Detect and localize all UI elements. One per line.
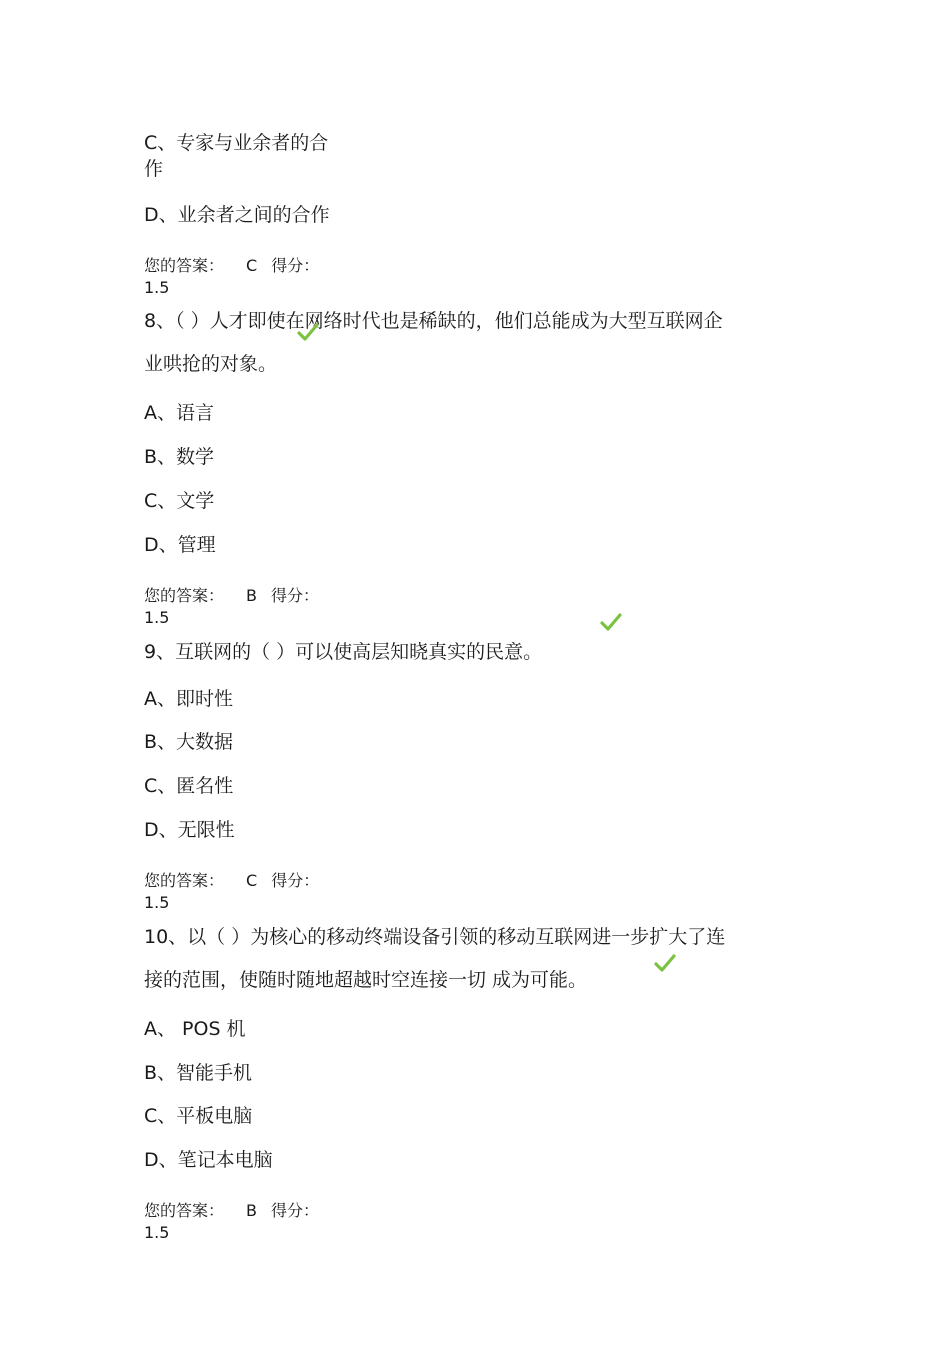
- question-9-answer-line: [144, 871, 319, 891]
- question-9-option-a: A、即时性: [144, 688, 233, 710]
- question-9-score-value: 1.5: [144, 893, 170, 912]
- check-mark-icon: [654, 952, 676, 974]
- question-10-option-a: A、 POS 机: [144, 1018, 246, 1040]
- question-10-score-value: 1.5: [144, 1223, 170, 1242]
- score-label: 得分：: [271, 871, 320, 890]
- question-8-option-a: A、语言: [144, 402, 214, 424]
- answer-label: 您的答案：: [144, 256, 225, 275]
- question-9-stem: 9、互联网的（ ）可以使高层知晓真实的民意。: [144, 641, 543, 663]
- answer-label: 您的答案：: [144, 586, 225, 605]
- option-c-continued: 作: [144, 158, 164, 180]
- answer-value: C: [246, 871, 258, 890]
- question-10-stem: 10、以（ ）为核心的移动终端设备引领的移动互联网进一步扩大了连: [144, 926, 726, 948]
- question-10-option-b: B、智能手机: [144, 1062, 253, 1084]
- option-d: D、业余者之间的合作: [144, 204, 330, 226]
- check-mark-icon: [600, 611, 622, 633]
- score-value: 1.5: [144, 278, 170, 297]
- question-9-option-d: D、无限性: [144, 819, 235, 841]
- score-label: 得分：: [271, 586, 320, 605]
- question-8-option-c: C、文学: [144, 490, 215, 512]
- question-8-answer-line: [144, 586, 319, 606]
- option-c: C、专家与业余者的合: [144, 132, 329, 154]
- answer-value: C: [246, 256, 258, 275]
- question-8-score-value: 1.5: [144, 608, 170, 627]
- answer-label: 您的答案：: [144, 871, 225, 890]
- question-10-answer-line: [144, 1201, 319, 1221]
- answer-label: 您的答案：: [144, 1201, 225, 1220]
- question-9-option-c: C、匿名性: [144, 775, 234, 797]
- question-10-option-c: C、平板电脑: [144, 1105, 253, 1127]
- question-10-option-d: D、笔记本电脑: [144, 1149, 273, 1171]
- score-label: 得分：: [271, 256, 320, 275]
- answer-line: [144, 256, 319, 276]
- check-mark-icon: [297, 321, 319, 343]
- question-8-option-b: B、数学: [144, 446, 215, 468]
- question-8-stem-continued: 业哄抢的对象。: [144, 353, 278, 375]
- answer-value: B: [246, 1201, 257, 1220]
- question-9-option-b: B、大数据: [144, 731, 234, 753]
- question-8-option-d: D、管理: [144, 534, 216, 556]
- question-10-stem-continued: 接的范围，使随时随地超越时空连接一切 成为可能。: [144, 969, 588, 991]
- question-8-stem: 8、（ ）人才即使在网络时代也是稀缺的，他们总能成为大型互联网企: [144, 310, 723, 332]
- score-label: 得分：: [271, 1201, 320, 1220]
- answer-value: B: [246, 586, 257, 605]
